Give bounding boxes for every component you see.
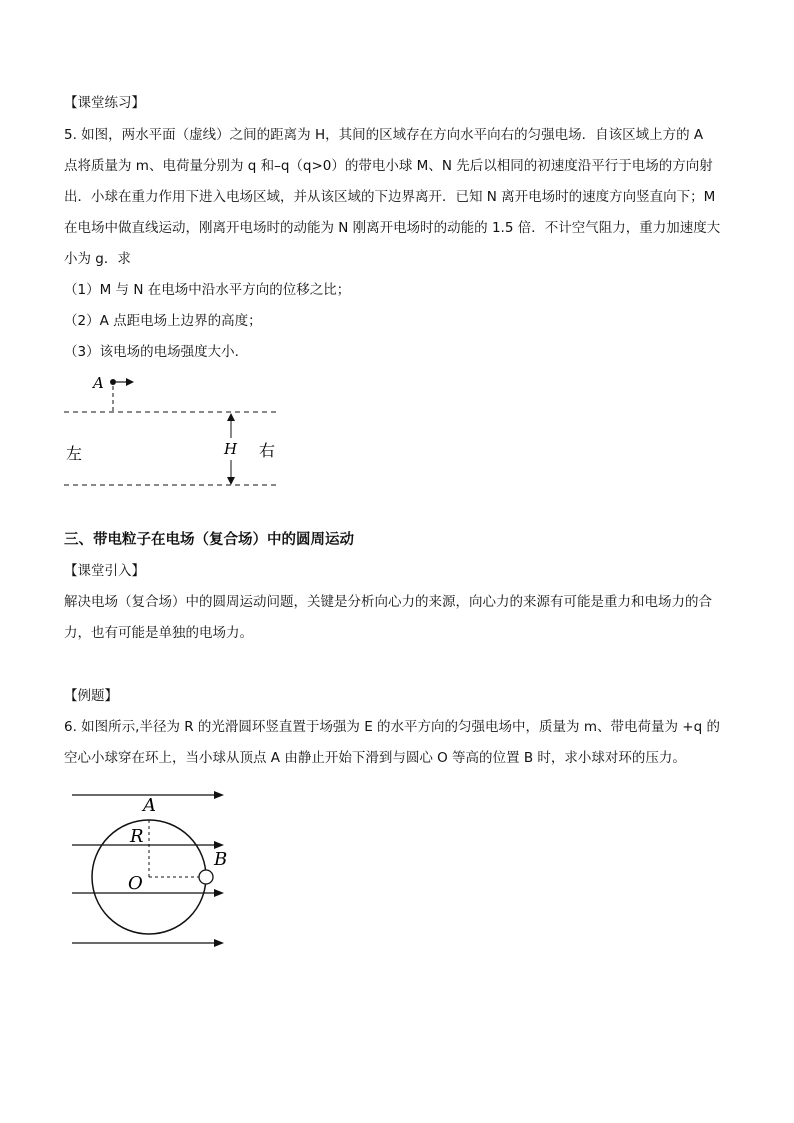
problem5-figure	[56, 368, 296, 493]
left-label: 左	[66, 444, 83, 463]
problem5-line-4: 在电场中做直线运动，刚离开电场时的动能为 N 刚离开电场时的动能的 1.5 倍．不计空气阻力，重力加速度大	[64, 220, 721, 236]
point-a-dot	[110, 379, 116, 385]
practice-header: 【课堂练习】	[64, 95, 145, 111]
height-label: H	[224, 440, 238, 458]
section3-title: 三、带电粒子在电场（复合场）中的圆周运动	[64, 532, 354, 548]
problem6-line-1: 6. 如图所示,半径为 R 的光滑圆环竖直置于场强为 E 的水平方向的匀强电场中，质量为 m、带电荷量为 +q 的	[64, 719, 720, 735]
problem6-figure	[64, 785, 234, 955]
top-a-label: A	[143, 795, 156, 816]
problem5-line-5: 小为 g．求	[64, 251, 131, 267]
right-label: 右	[259, 441, 276, 460]
center-o-label: O	[128, 873, 143, 894]
problem5-line-1: 5. 如图，两水平面（虚线）之间的距离为 H，其间的区域存在方向水平向右的匀强电场．自该区域上方的 A	[64, 127, 704, 143]
radius-label: R	[130, 826, 144, 847]
field-arrowhead-1	[214, 791, 224, 799]
intro-line-1: 解决电场（复合场）中的圆周运动问题，关键是分析向心力的来源，向心力的来源有可能是重力和电场力的合	[64, 594, 712, 610]
problem5-line-3: 出．小球在重力作用下进入电场区域，并从该区域的下边界离开．已知 N 离开电场时的速度方向竖直向下；M	[64, 189, 716, 205]
example-header: 【例题】	[64, 688, 118, 704]
ball	[199, 870, 213, 884]
ball-b-label: B	[214, 849, 228, 870]
height-arrow-up	[227, 413, 235, 421]
problem6-line-2: 空心小球穿在环上，当小球从顶点 A 由静止开始下滑到与圆心 O 等高的位置 B 时，求小球对环的压力。	[64, 750, 686, 766]
field-arrowhead-3	[214, 889, 224, 897]
problem5-question-3: （3）该电场的电场强度大小．	[64, 344, 249, 360]
intro-line-2: 力，也有可能是单独的电场力。	[64, 625, 253, 641]
launch-arrowhead	[126, 378, 134, 386]
point-a-label: A	[93, 374, 104, 392]
field-arrowhead-2	[214, 841, 224, 849]
problem5-question-1: （1）M 与 N 在电场中沿水平方向的位移之比；	[64, 282, 351, 298]
problem5-line-2: 点将质量为 m、电荷量分别为 q 和–q（q>0）的带电小球 M、N 先后以相同的初速度沿平行于电场的方向射	[64, 158, 713, 174]
intro-header: 【课堂引入】	[64, 563, 145, 579]
field-arrowhead-4	[214, 939, 224, 947]
height-arrow-down	[227, 477, 235, 485]
problem5-question-2: （2）A 点距电场上边界的高度；	[64, 313, 262, 329]
